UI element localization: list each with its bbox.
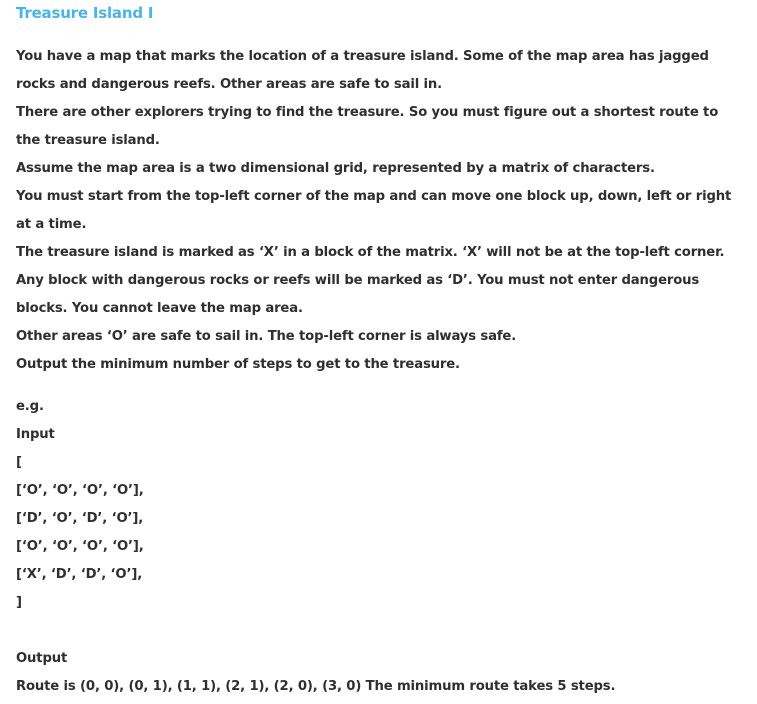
output-text: Route is (0, 0), (0, 1), (1, 1), (2, 1), (2, 0), (3, 0) The minimum route takes 5 steps. xyxy=(16,679,616,694)
input-label: Input xyxy=(16,427,55,442)
description-line: Other areas ‘O’ are safe to sail in. The top-left corner is always safe. xyxy=(16,329,517,344)
description-line: Assume the map area is a two dimensional grid, represented by a matrix of characters. xyxy=(16,161,655,176)
description-line: blocks. You cannot leave the map area. xyxy=(16,301,303,316)
description-line: Output the minimum number of steps to get to the treasure. xyxy=(16,357,460,372)
description-line: You must start from the top-left corner of the map and can move one block up, down, left or right xyxy=(16,189,732,204)
matrix-row: [‘D’, ‘O’, ‘D’, ‘O’], xyxy=(16,511,144,526)
description-line: the treasure island. xyxy=(16,133,160,148)
matrix-row: [‘O’, ‘O’, ‘O’, ‘O’], xyxy=(16,483,144,498)
output-label: Output xyxy=(16,651,68,666)
description-line: You have a map that marks the location of a treasure island. Some of the map area has jagged xyxy=(16,49,709,64)
description-line: rocks and dangerous reefs. Other areas are safe to sail in. xyxy=(16,77,442,92)
matrix-row: [‘X’, ‘D’, ‘D’, ‘O’], xyxy=(16,567,143,582)
description-line: at a time. xyxy=(16,217,87,232)
description-line: Any block with dangerous rocks or reefs will be marked as ‘D’. You must not enter dangerous xyxy=(16,273,700,288)
description-line: The treasure island is marked as ‘X’ in a block of the matrix. ‘X’ will not be at the top-left corner. xyxy=(16,245,725,260)
matrix-row: [‘O’, ‘O’, ‘O’, ‘O’], xyxy=(16,539,144,554)
example-label: e.g. xyxy=(16,399,44,414)
matrix-close-bracket: ] xyxy=(16,595,22,610)
matrix-open-bracket: [ xyxy=(16,455,22,470)
page-title: Treasure Island I xyxy=(16,4,154,22)
description-line: There are other explorers trying to find the treasure. So you must figure out a shortest route to xyxy=(16,105,719,120)
